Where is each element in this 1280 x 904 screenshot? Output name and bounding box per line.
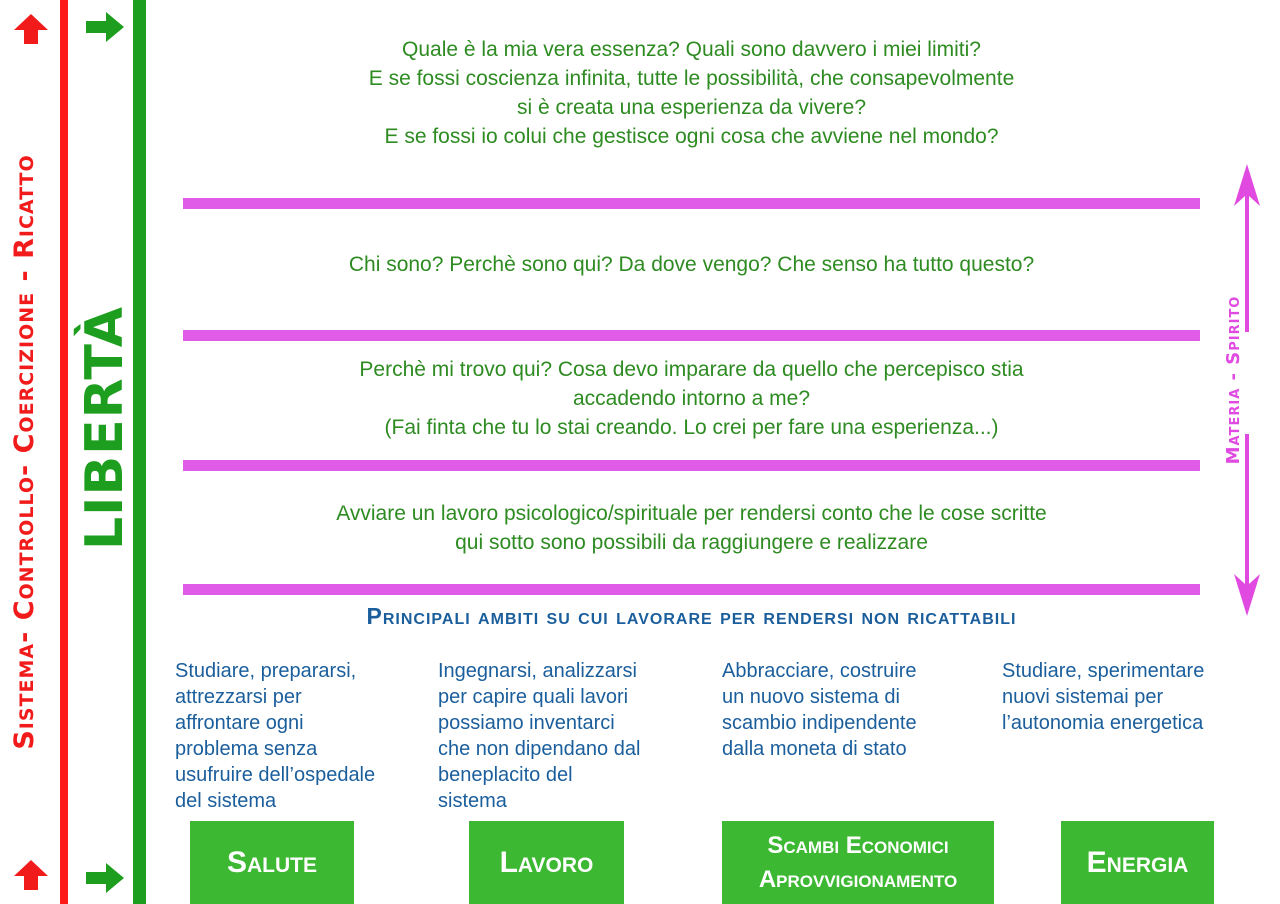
- text-line: Avviare un lavoro psicologico/spirituale per rendersi conto che le cose scritte: [336, 502, 1047, 525]
- separator-line: [183, 330, 1200, 341]
- text-line: accadendo intorno a me?: [573, 387, 810, 410]
- arrow-right-icon: [86, 12, 124, 42]
- text-line: Chi sono? Perchè sono qui? Da dove vengo? Che senso ha tutto questo?: [348, 253, 1035, 276]
- text-line: sistema: [438, 790, 507, 812]
- level-4-text: [183, 499, 1200, 557]
- text-line: Studiare, prepararsi,: [175, 660, 357, 682]
- scambi-line-1: Scambi Economici: [767, 831, 949, 859]
- column-scambi-text: [722, 658, 982, 762]
- salute-box: Salute: [190, 821, 354, 904]
- text-line: scambio indipendente: [722, 712, 917, 734]
- level-2-text: [183, 250, 1200, 279]
- column-salute-text: [175, 658, 425, 814]
- text-line: Abbracciare, costruire: [722, 660, 917, 682]
- text-line: problema senza: [175, 738, 318, 760]
- separator-line: [183, 584, 1200, 595]
- scambi-line-2: Aprovvigionamento: [758, 865, 958, 893]
- text-line: usufruire dell’ospedale: [175, 764, 376, 786]
- red-vertical-bar: [60, 0, 68, 904]
- text-line: nuovi sistemai per: [1002, 686, 1164, 708]
- text-line: del sistema: [175, 790, 277, 812]
- column-energia-text: [1002, 658, 1272, 736]
- system-control-label: Sistema- Controllo- Coercizione - Ricatto: [8, 154, 40, 750]
- text-line: che non dipendano dal: [438, 738, 641, 760]
- text-line: (Fai finta che tu lo stai creando. Lo crei per fare una esperienza...): [384, 416, 999, 439]
- materia-spirito-label: Materia - Spirito: [1222, 295, 1244, 465]
- text-line: dalla moneta di stato: [722, 738, 907, 760]
- separator-line: [183, 460, 1200, 471]
- liberta-label: LIBERTÀ: [75, 305, 135, 551]
- text-line: attrezzarsi per: [175, 686, 302, 708]
- ambiti-title: Principali ambiti su cui lavorare per rendersi non ricattabili: [366, 603, 1017, 629]
- lavoro-box: Lavoro: [469, 821, 624, 904]
- level-1-text: [183, 35, 1200, 151]
- text-line: beneplacito del: [438, 764, 573, 786]
- text-line: possiamo inventarci: [438, 712, 615, 734]
- text-line: un nuovo sistema di: [722, 686, 900, 708]
- text-line: qui sotto sono possibili da raggiungere e realizzare: [455, 531, 928, 554]
- text-line: per capire quali lavori: [438, 686, 629, 708]
- text-line: Ingegnarsi, analizzarsi: [438, 660, 637, 682]
- level-3-text: [183, 355, 1200, 442]
- text-line: Perchè mi trovo qui? Cosa devo imparare da quello che percepisco stia: [359, 358, 1024, 381]
- text-line: Studiare, sperimentare: [1002, 660, 1205, 682]
- text-line: si è creata una esperienza da vivere?: [516, 96, 867, 119]
- scambi-box: [722, 821, 994, 904]
- text-line: Quale è la mia vera essenza? Quali sono davvero i miei limiti?: [402, 38, 981, 61]
- text-line: E se fossi coscienza infinita, tutte le possibilità, che consapevolmente: [368, 67, 1015, 90]
- text-line: E se fossi io colui che gestisce ogni cosa che avviene nel mondo?: [384, 125, 999, 148]
- text-line: affrontare ogni: [175, 712, 304, 734]
- energia-box: Energia: [1061, 821, 1214, 904]
- separator-line: [183, 198, 1200, 209]
- arrow-right-icon: [86, 863, 124, 893]
- text-line: l’autonomia energetica: [1002, 712, 1204, 734]
- column-lavoro-text: [438, 658, 703, 814]
